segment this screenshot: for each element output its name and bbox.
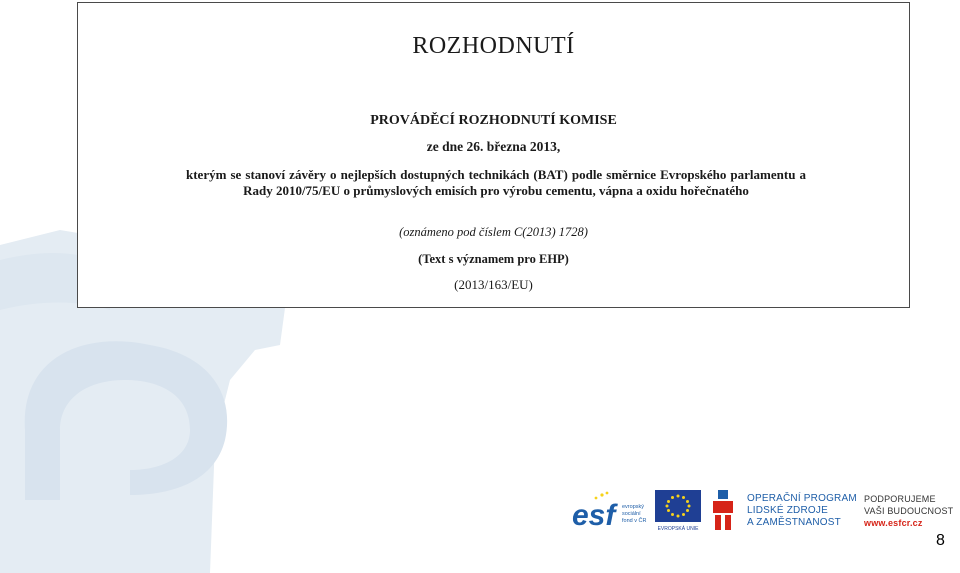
svg-text:esf: esf xyxy=(572,499,616,532)
eu-label: EVROPSKÁ UNIE xyxy=(657,526,699,532)
notification-note: (oznámeno pod číslem C(2013) 1728) xyxy=(399,225,588,239)
op-figure-logo xyxy=(713,490,733,530)
support-url: www.esfcr.cz xyxy=(864,518,923,528)
esf-label-1: evropský xyxy=(622,504,645,510)
op-line-3: A ZAMĚSTNANOST xyxy=(747,517,841,528)
esf-label-2: sociální xyxy=(622,511,641,517)
op-line-1: OPERAČNÍ PROGRAM xyxy=(747,493,857,504)
esf-logo xyxy=(572,489,652,533)
eu-flag-logo xyxy=(654,490,702,532)
decision-date: ze dne 26. března 2013, xyxy=(426,139,561,154)
op-line-2: LIDSKÉ ZDROJE xyxy=(747,505,828,516)
decision-body: kterým se stanoví závěry o nejlepších dostupných technikách (BAT) podle směrnice Evropského parlamentu a Rady 2010/75/EU o průmyslových emisích pro výrobu cementu, vápna a oxidu hořečnatého xyxy=(186,167,806,198)
document-title: ROZHODNUTÍ xyxy=(412,33,575,59)
decision-heading: PROVÁDĚCÍ ROZHODNUTÍ KOMISE xyxy=(370,113,617,128)
support-line-2: VAŠI BUDOUCNOST xyxy=(864,506,954,516)
ehp-relevance: (Text s významem pro EHP) xyxy=(418,252,569,266)
support-line-1: PODPORUJEME xyxy=(864,494,936,504)
operational-programme-text xyxy=(747,493,857,529)
page-number: 8 xyxy=(936,532,945,549)
document-excerpt-box xyxy=(77,2,910,308)
esf-label-3: fond v ČR xyxy=(622,518,647,524)
decision-reference: (2013/163/EU) xyxy=(454,277,533,292)
support-slogan xyxy=(864,493,953,529)
